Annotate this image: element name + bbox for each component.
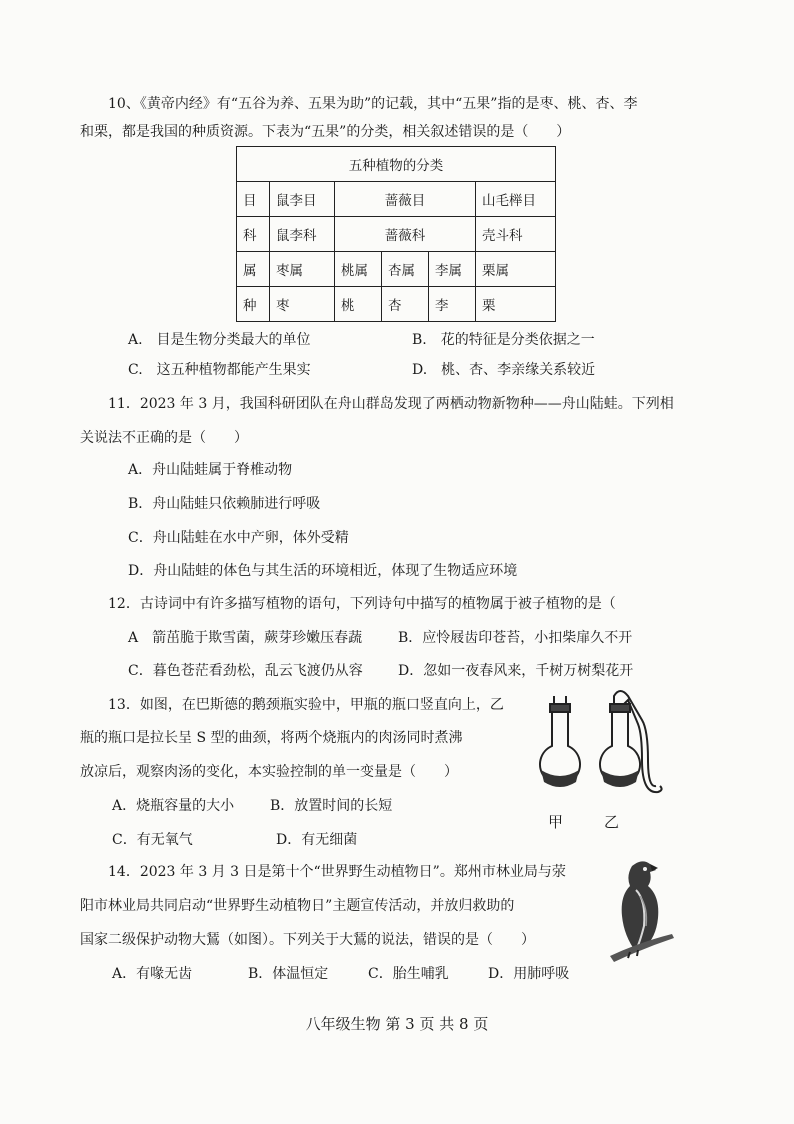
q13-option-b[interactable]: B．放置时间的长短	[270, 798, 393, 814]
q11-stem-line2: 关说法不正确的是（ ）	[80, 430, 248, 446]
table-row	[237, 182, 556, 217]
table-cell: 种	[237, 287, 270, 322]
q14-stem-line2: 阳市林业局共同启动“世界野生动植物日”主题宣传活动，并放归救助的	[80, 898, 515, 914]
table-cell: 栗属	[476, 252, 556, 287]
table-cell: 杏	[382, 287, 429, 322]
table-row	[237, 287, 556, 322]
table-cell: 鼠李科	[270, 217, 335, 252]
classification-table	[236, 146, 556, 322]
table-cell: 桃	[335, 287, 382, 322]
table-row	[237, 217, 556, 252]
q14-option-b[interactable]: B．体温恒定	[248, 966, 329, 982]
q11-option-d[interactable]: D．舟山陆蛙的体色与其生活的环境相近，体现了生物适应环境	[128, 563, 518, 579]
q13-stem-line3: 放凉后，观察肉汤的变化，本实验控制的单一变量是（ ）	[80, 764, 458, 780]
table-cell: 枣	[270, 287, 335, 322]
q13-option-d[interactable]: D．有无细菌	[276, 832, 358, 848]
table-cell: 枣属	[270, 252, 335, 287]
q13-stem-line1: 13．如图，在巴斯德的鹅颈瓶实验中，甲瓶的瓶口竖直向上，乙	[108, 697, 504, 713]
q11-option-b[interactable]: B．舟山陆蛙只依赖肺进行呼吸	[128, 496, 321, 512]
q10-stem-line1: 10、《黄帝内经》有“五谷为养、五果为助”的记载，其中“五果”指的是枣、桃、杏、李	[108, 96, 638, 112]
q12-option-a[interactable]: A 箭茁脆于欺雪菌，蕨芽珍嫩压春蔬	[128, 630, 363, 646]
q14-stem-line3: 国家二级保护动物大鵟（如图）。下列关于大鵟的说法，错误的是（ ）	[80, 932, 535, 948]
q11-option-a[interactable]: A．舟山陆蛙属于脊椎动物	[128, 462, 293, 478]
q14-option-a[interactable]: A．有喙无齿	[112, 966, 193, 982]
table-cell: 桃属	[335, 252, 382, 287]
flask-label-jia: 甲	[548, 813, 564, 831]
table-cell: 科	[237, 217, 270, 252]
q14-option-d[interactable]: D．用肺呼吸	[488, 966, 570, 982]
q12-option-d[interactable]: D．忽如一夜春风来，千树万树梨花开	[398, 663, 634, 679]
q13-option-c[interactable]: C．有无氧气	[112, 832, 193, 848]
q11-option-c[interactable]: C．舟山陆蛙在水中产卵，体外受精	[128, 530, 349, 546]
q11-stem-line1: 11．2023 年 3 月，我国科研团队在舟山群岛发现了两栖动物新物种——舟山陆蛙。下列相	[108, 396, 674, 412]
table-cell: 蔷薇目	[335, 182, 476, 217]
table-cell: 目	[237, 182, 270, 217]
table-cell: 山毛榉目	[476, 182, 556, 217]
page-footer: 八年级生物 第 3 页 共 8 页	[305, 1015, 489, 1033]
q13-stem-line2: 瓶的瓶口是拉长呈 S 型的曲颈，将两个烧瓶内的肉汤同时煮沸	[80, 730, 463, 746]
table-cell: 蔷薇科	[335, 217, 476, 252]
table-cell: 属	[237, 252, 270, 287]
q10-option-d[interactable]: D. 桃、杏、李亲缘关系较近	[412, 362, 596, 378]
q14-stem-line1: 14．2023 年 3 月 3 日是第十个“世界野生动植物日”。郑州市林业局与荥	[108, 864, 566, 880]
table-title: 五种植物的分类	[237, 147, 556, 182]
table-row	[237, 252, 556, 287]
q12-stem-line1: 12．古诗词中有许多描写植物的语句，下列诗句中描写的植物属于被子植物的是（	[108, 596, 616, 612]
flask-label-yi: 乙	[604, 813, 620, 831]
q12-option-b[interactable]: B．应怜屐齿印苍苔，小扣柴扉久不开	[398, 630, 633, 646]
table-cell: 李	[429, 287, 476, 322]
q14-option-c[interactable]: C．胎生哺乳	[368, 966, 449, 982]
q10-option-a[interactable]: A. 目是生物分类最大的单位	[128, 332, 311, 348]
table-cell: 李属	[429, 252, 476, 287]
table-cell: 壳斗科	[476, 217, 556, 252]
buzzard-illustration	[600, 856, 680, 966]
q13-option-a[interactable]: A．烧瓶容量的大小	[112, 798, 235, 814]
q12-option-c[interactable]: C．暮色苍茫看劲松，乱云飞渡仍从容	[128, 663, 363, 679]
q10-stem-line2: 和栗，都是我国的种质资源。下表为“五果”的分类，相关叙述错误的是（ ）	[80, 124, 571, 140]
table-cell: 鼠李目	[270, 182, 335, 217]
swan-neck-flask-figure	[536, 690, 686, 830]
table-cell: 栗	[476, 287, 556, 322]
q10-option-c[interactable]: C. 这五种植物都能产生果实	[128, 362, 311, 378]
table-cell: 杏属	[382, 252, 429, 287]
q10-option-b[interactable]: B. 花的特征是分类依据之一	[412, 332, 595, 348]
